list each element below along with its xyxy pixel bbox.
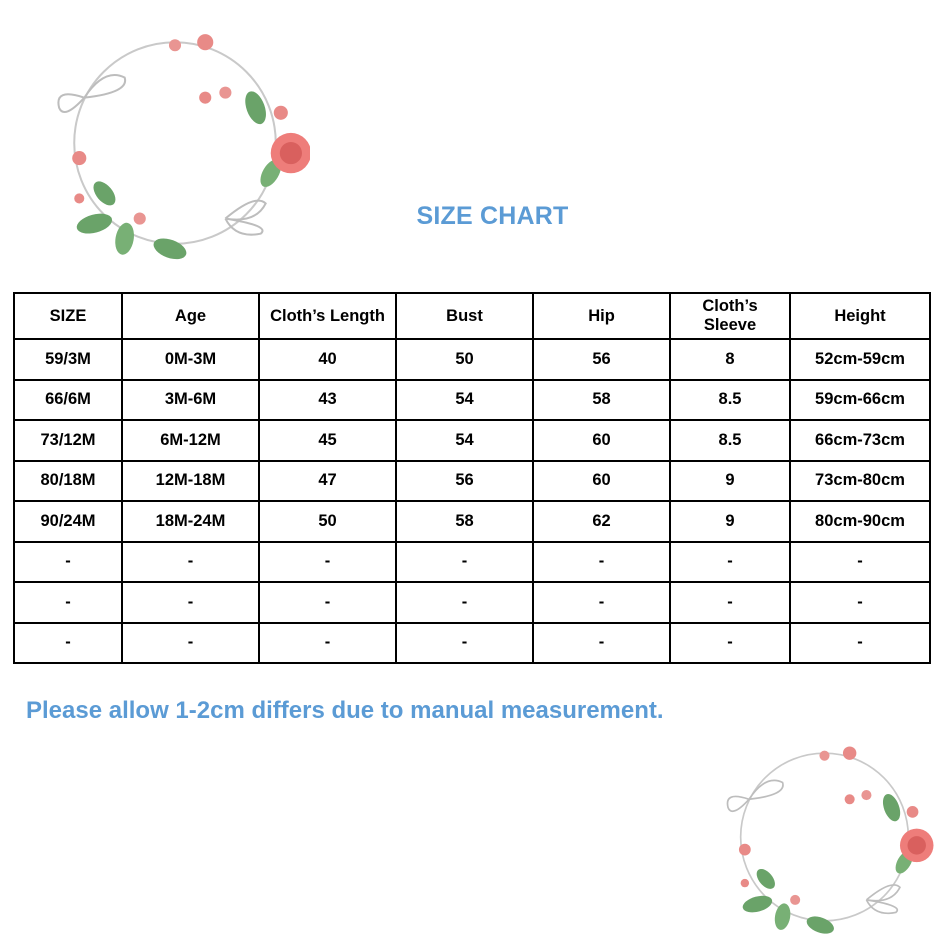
cell-size: -: [14, 582, 122, 623]
header-cloth-sleeve: Cloth’s Sleeve: [670, 293, 790, 339]
cell-hip: 62: [533, 501, 670, 542]
cell-hip: 56: [533, 339, 670, 380]
cell-hip: 60: [533, 461, 670, 502]
table-row: [14, 420, 930, 461]
cell-hip: -: [533, 542, 670, 583]
cell-bust: -: [396, 542, 533, 583]
cell-cloth-sleeve: -: [670, 582, 790, 623]
cell-age: -: [122, 542, 259, 583]
cell-cloth-length: -: [259, 623, 396, 664]
table-header-row: [14, 293, 930, 339]
cell-size: 73/12M: [14, 420, 122, 461]
page-title: SIZE CHART: [416, 202, 569, 230]
cell-cloth-sleeve: 9: [670, 461, 790, 502]
cell-age: 3M-6M: [122, 380, 259, 421]
cell-cloth-sleeve: 8.5: [670, 420, 790, 461]
size-chart-table: [13, 292, 931, 664]
cell-cloth-sleeve: 9: [670, 501, 790, 542]
cell-age: 6M-12M: [122, 420, 259, 461]
cell-age: -: [122, 623, 259, 664]
cell-cloth-sleeve: 8: [670, 339, 790, 380]
header-cloth-length: Cloth’s Length: [259, 293, 396, 339]
cell-size: 80/18M: [14, 461, 122, 502]
cell-bust: 56: [396, 461, 533, 502]
cell-hip: -: [533, 623, 670, 664]
header-height: Height: [790, 293, 930, 339]
cell-height: -: [790, 582, 930, 623]
cell-cloth-length: -: [259, 542, 396, 583]
cell-hip: -: [533, 582, 670, 623]
cell-bust: -: [396, 582, 533, 623]
cell-height: -: [790, 623, 930, 664]
cell-size: 90/24M: [14, 501, 122, 542]
cell-bust: 58: [396, 501, 533, 542]
cell-bust: 54: [396, 420, 533, 461]
cell-cloth-length: 40: [259, 339, 396, 380]
header-age: Age: [122, 293, 259, 339]
table-row: [14, 582, 930, 623]
cell-height: -: [790, 542, 930, 583]
table-row: [14, 623, 930, 664]
header-bust: Bust: [396, 293, 533, 339]
cell-bust: -: [396, 623, 533, 664]
table-row: [14, 501, 930, 542]
measurement-note: Please allow 1-2cm differs due to manual measurement.: [26, 697, 664, 724]
cell-cloth-sleeve: -: [670, 623, 790, 664]
cell-bust: 54: [396, 380, 533, 421]
cell-age: 18M-24M: [122, 501, 259, 542]
cell-bust: 50: [396, 339, 533, 380]
cell-size: -: [14, 542, 122, 583]
cell-cloth-sleeve: -: [670, 542, 790, 583]
cell-height: 66cm-73cm: [790, 420, 930, 461]
cell-cloth-length: 45: [259, 420, 396, 461]
table-row: [14, 339, 930, 380]
cell-cloth-length: 43: [259, 380, 396, 421]
cell-height: 80cm-90cm: [790, 501, 930, 542]
table-row: [14, 542, 930, 583]
cell-cloth-length: 47: [259, 461, 396, 502]
cell-hip: 58: [533, 380, 670, 421]
header-hip: Hip: [533, 293, 670, 339]
table-row: [14, 380, 930, 421]
cell-cloth-sleeve: 8.5: [670, 380, 790, 421]
cell-cloth-length: 50: [259, 501, 396, 542]
cell-height: 73cm-80cm: [790, 461, 930, 502]
header-size: SIZE: [14, 293, 122, 339]
cell-cloth-length: -: [259, 582, 396, 623]
rose-wreath-icon: [40, 12, 310, 274]
cell-hip: 60: [533, 420, 670, 461]
cell-size: 66/6M: [14, 380, 122, 421]
cell-height: 59cm-66cm: [790, 380, 930, 421]
cell-size: -: [14, 623, 122, 664]
cell-age: -: [122, 582, 259, 623]
rose-wreath-icon: [712, 728, 937, 946]
cell-age: 12M-18M: [122, 461, 259, 502]
cell-age: 0M-3M: [122, 339, 259, 380]
cell-height: 52cm-59cm: [790, 339, 930, 380]
cell-size: 59/3M: [14, 339, 122, 380]
table-row: [14, 461, 930, 502]
